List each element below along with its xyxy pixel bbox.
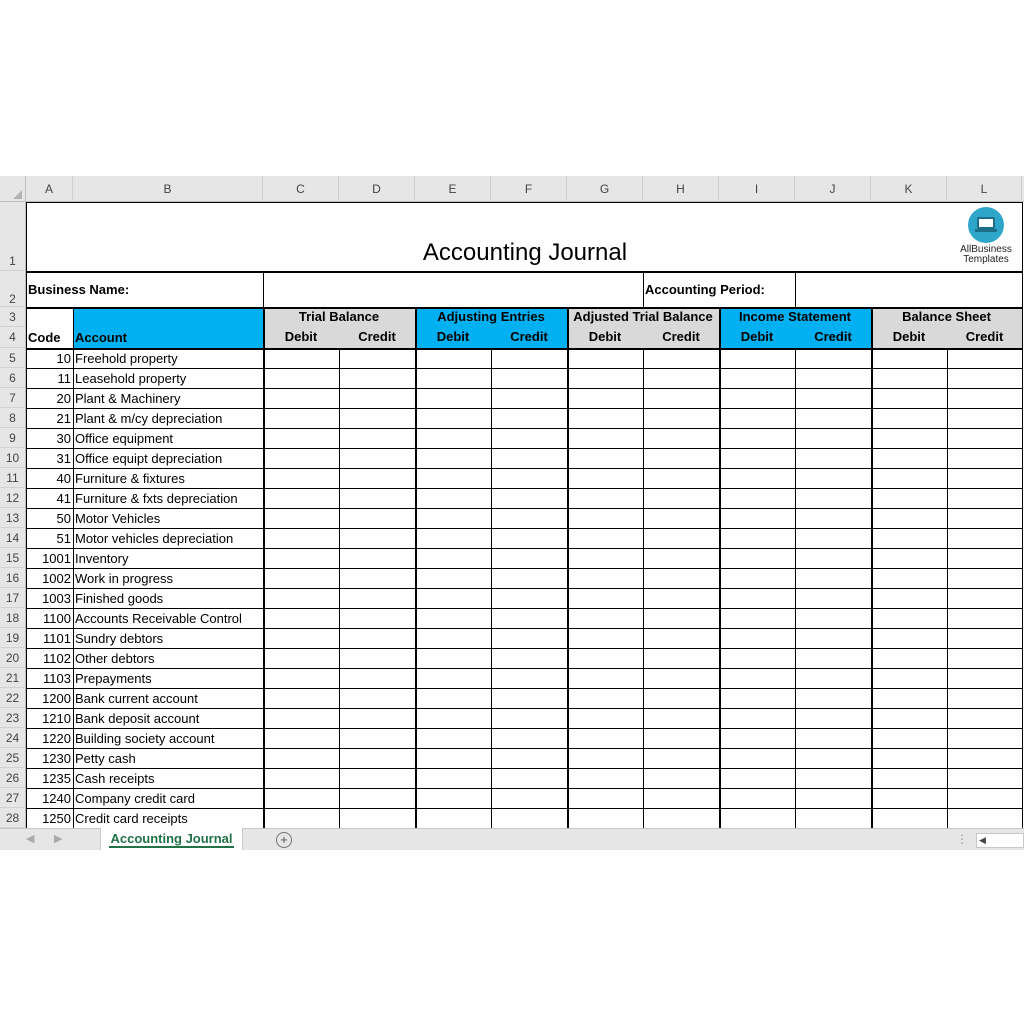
column-header-a[interactable]: A (26, 176, 73, 202)
grid-line (26, 428, 1022, 429)
group-title: Trial Balance (298, 309, 380, 324)
business-name-label: Business Name: (28, 282, 130, 297)
account-name-cell[interactable]: Plant & m/cy depreciation (75, 411, 223, 426)
account-code-cell[interactable]: 1250 (42, 811, 71, 826)
group-title: Balance Sheet (902, 309, 991, 324)
grid-line (26, 202, 27, 828)
grid-line (26, 468, 1022, 469)
logo-text-line1: AllBusiness (960, 244, 1012, 255)
account-code-cell[interactable]: 1200 (42, 691, 71, 706)
account-header: Account (75, 330, 127, 345)
grid-line (26, 448, 1022, 449)
grid-line (26, 688, 1022, 689)
grid-line (263, 271, 264, 307)
row-header-15[interactable]: 15 (0, 548, 25, 568)
account-name-cell[interactable]: Leasehold property (75, 371, 187, 386)
grid-line (26, 568, 1022, 569)
row-header-25[interactable]: 25 (0, 748, 25, 768)
account-name-cell[interactable]: Work in progress (75, 571, 174, 586)
column-header-e[interactable]: E (415, 176, 491, 202)
row-header-5[interactable]: 5 (0, 348, 25, 368)
column-header-l[interactable]: L (947, 176, 1022, 202)
accounting-period-field[interactable] (795, 271, 1022, 307)
account-code-cell[interactable]: 40 (56, 471, 71, 486)
account-code-cell[interactable]: 1235 (42, 771, 71, 786)
group-title: Adjusting Entries (437, 309, 545, 324)
grid-line (26, 508, 1022, 509)
grid-line (643, 271, 644, 307)
account-code-cell[interactable]: 1002 (42, 571, 71, 586)
grid-line (26, 708, 1022, 709)
accounting-period-label: Accounting Period: (645, 282, 765, 297)
row-header-23[interactable]: 23 (0, 708, 25, 728)
grid-line (26, 628, 1022, 629)
row-header-9[interactable]: 9 (0, 428, 25, 448)
row-header-bar (0, 202, 26, 828)
row-header-4[interactable]: 4 (0, 327, 25, 348)
row-header-28[interactable]: 28 (0, 808, 25, 828)
account-code-cell[interactable]: 1100 (43, 611, 71, 626)
grid-line (26, 488, 1022, 489)
account-name-cell[interactable]: Office equipment (75, 431, 174, 446)
account-name-cell[interactable]: Motor vehicles depreciation (75, 531, 234, 546)
debit-header: Debit (892, 329, 926, 344)
logo-text-line2: Templates (963, 254, 1009, 265)
account-name-cell[interactable]: Bank current account (75, 691, 198, 706)
debit-header: Debit (588, 329, 622, 344)
column-header-c[interactable]: C (263, 176, 339, 202)
tab-accounting-journal[interactable]: Accounting Journal (100, 828, 243, 850)
debit-header: Debit (740, 329, 774, 344)
scroll-left-icon[interactable]: ◀ (979, 835, 986, 845)
row-header-27[interactable]: 27 (0, 788, 25, 808)
horizontal-scrollbar[interactable] (976, 833, 1024, 848)
row-header-13[interactable]: 13 (0, 508, 25, 528)
column-header-k[interactable]: K (871, 176, 947, 202)
credit-header: Credit (814, 329, 852, 344)
account-name-cell[interactable]: Finished goods (75, 591, 164, 606)
row-header-2[interactable]: 2 (0, 271, 25, 307)
grid-line (26, 588, 1022, 589)
group-title: Adjusted Trial Balance (573, 309, 713, 324)
row-header-18[interactable]: 18 (0, 608, 25, 628)
account-name-cell[interactable]: Furniture & fxts depreciation (75, 491, 238, 506)
account-name-cell[interactable]: Petty cash (75, 751, 136, 766)
row-header-24[interactable]: 24 (0, 728, 25, 748)
grid-line (26, 271, 1022, 273)
account-code-cell[interactable]: 1230 (42, 751, 71, 766)
tab-scroll-right-icon[interactable]: ▶ (54, 833, 63, 845)
grid-line (26, 368, 1022, 369)
account-code-cell[interactable]: 1102 (43, 651, 71, 666)
row-header-22[interactable]: 22 (0, 688, 25, 708)
account-name-cell[interactable]: Office equipt depreciation (75, 451, 223, 466)
account-code-cell[interactable]: 51 (56, 531, 71, 546)
account-name-cell[interactable]: Accounts Receivable Control (75, 611, 242, 626)
row-header-26[interactable]: 26 (0, 768, 25, 788)
row-header-8[interactable]: 8 (0, 408, 25, 428)
sheet-tab-bar (0, 828, 1024, 850)
row-header-1[interactable]: 1 (0, 202, 25, 271)
account-name-cell[interactable]: Credit card receipts (75, 811, 188, 826)
column-header-bar (0, 176, 1024, 202)
account-name-cell[interactable]: Bank deposit account (75, 711, 200, 726)
spreadsheet (0, 176, 1024, 850)
account-code-cell[interactable]: 10 (56, 351, 71, 366)
grid-line (26, 748, 1022, 749)
grid-line (26, 608, 1022, 609)
row-header-11[interactable]: 11 (0, 468, 25, 488)
allbusiness-logo (956, 207, 1016, 265)
account-code-cell[interactable]: 1003 (42, 591, 71, 606)
grid-line (26, 388, 1022, 389)
group-title: Income Statement (739, 309, 851, 324)
credit-header: Credit (662, 329, 700, 344)
grid-line (26, 202, 1022, 203)
row-header-12[interactable]: 12 (0, 488, 25, 508)
grid-line (26, 408, 1022, 409)
credit-header: Credit (510, 329, 548, 344)
column-header-b[interactable]: B (73, 176, 263, 202)
grid-line (26, 788, 1022, 789)
row-header-16[interactable]: 16 (0, 568, 25, 588)
account-code-cell[interactable]: 11 (57, 371, 71, 386)
account-name-cell[interactable]: Prepayments (75, 671, 152, 686)
grid-line (26, 528, 1022, 529)
row-header-20[interactable]: 20 (0, 648, 25, 668)
row-header-17[interactable]: 17 (0, 588, 25, 608)
debit-header: Debit (284, 329, 318, 344)
laptop-icon (968, 207, 1004, 243)
credit-header: Credit (358, 329, 396, 344)
row-header-6[interactable]: 6 (0, 368, 25, 388)
tab-split-handle-icon[interactable]: ⋮ (956, 832, 968, 846)
account-name-cell[interactable]: Building society account (75, 731, 215, 746)
account-name-cell[interactable]: Cash receipts (75, 771, 155, 786)
row-header-7[interactable]: 7 (0, 388, 25, 408)
grid-line (26, 728, 1022, 729)
grid-line (26, 668, 1022, 669)
account-code-cell[interactable]: 50 (56, 511, 71, 526)
grid-line (26, 548, 1022, 549)
select-all-button[interactable] (0, 176, 26, 202)
account-code-cell[interactable]: 31 (56, 451, 71, 466)
column-header-i[interactable]: I (719, 176, 795, 202)
grid-line (795, 271, 796, 307)
account-code-cell[interactable]: 1210 (42, 711, 71, 726)
account-name-cell[interactable]: Plant & Machinery (75, 391, 181, 406)
account-name-cell[interactable]: Company credit card (75, 791, 195, 806)
add-sheet-icon[interactable]: + (276, 832, 292, 848)
account-code-cell[interactable]: 1240 (42, 791, 71, 806)
account-name-cell[interactable]: Furniture & fixtures (75, 471, 185, 486)
account-name-cell[interactable]: Freehold property (75, 351, 178, 366)
account-code-cell[interactable]: 20 (56, 391, 71, 406)
account-code-cell[interactable]: 41 (56, 491, 71, 506)
worksheet-grid[interactable] (26, 202, 1024, 828)
grid-line (26, 808, 1022, 809)
code-header: Code (28, 330, 61, 345)
column-header-h[interactable]: H (643, 176, 719, 202)
account-code-cell[interactable]: 21 (56, 411, 71, 426)
account-code-cell[interactable]: 30 (56, 431, 71, 446)
account-name-cell[interactable]: Other debtors (75, 651, 155, 666)
row-header-14[interactable]: 14 (0, 528, 25, 548)
row-header-10[interactable]: 10 (0, 448, 25, 468)
page-title: Accounting Journal (422, 239, 628, 266)
business-name-field[interactable] (263, 271, 643, 307)
column-header-d[interactable]: D (339, 176, 415, 202)
column-header-g[interactable]: G (567, 176, 643, 202)
account-code-cell[interactable]: 1101 (43, 631, 71, 646)
account-name-cell[interactable]: Sundry debtors (75, 631, 164, 646)
grid-line (1022, 202, 1023, 828)
row-header-19[interactable]: 19 (0, 628, 25, 648)
account-name-cell[interactable]: Motor Vehicles (75, 511, 161, 526)
column-header-j[interactable]: J (795, 176, 871, 202)
credit-header: Credit (965, 329, 1004, 344)
grid-line (26, 648, 1022, 649)
tab-scroll-left-icon[interactable]: ◀ (26, 833, 35, 845)
account-code-cell[interactable]: 1103 (43, 671, 71, 686)
column-header-f[interactable]: F (491, 176, 567, 202)
account-name-cell[interactable]: Inventory (75, 551, 129, 566)
row-header-3[interactable]: 3 (0, 307, 25, 327)
row-header-21[interactable]: 21 (0, 668, 25, 688)
debit-header: Debit (436, 329, 470, 344)
account-code-cell[interactable]: 1220 (42, 731, 71, 746)
account-code-cell[interactable]: 1001 (42, 551, 71, 566)
grid-line (26, 768, 1022, 769)
